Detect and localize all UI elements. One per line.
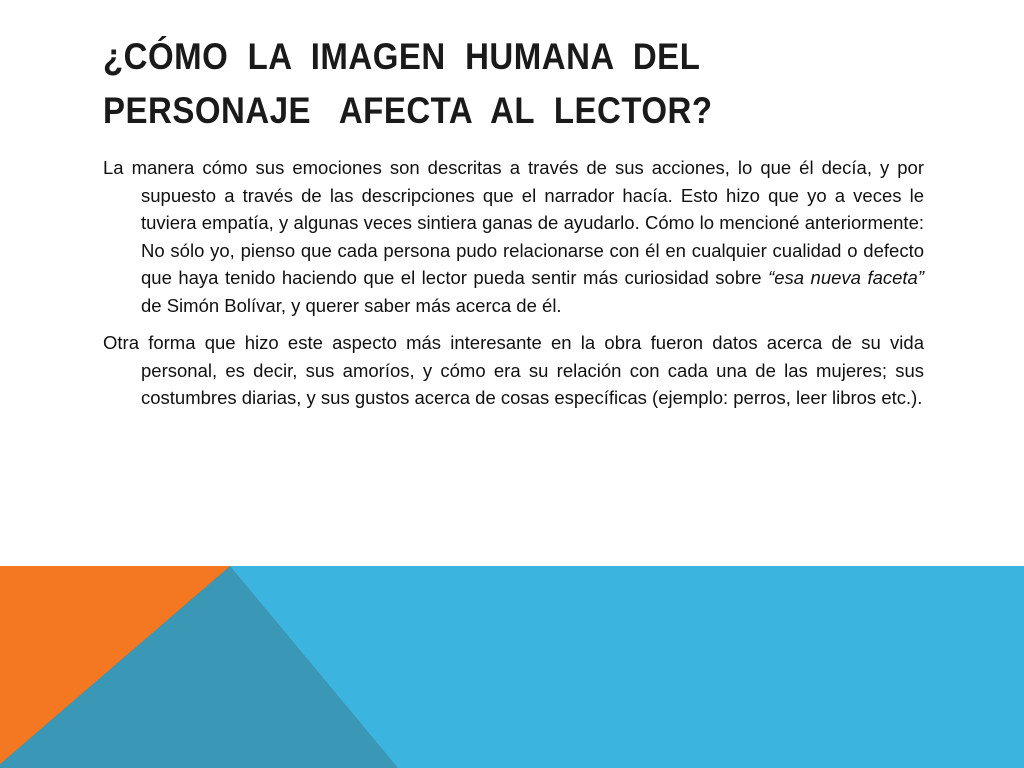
- slide-title: ¿CÓMO LA IMAGEN HUMANA DEL PERSONAJE AFECTA AL LECTOR?: [103, 35, 713, 131]
- decorative-footer-shapes: [0, 566, 1024, 768]
- paragraph-1-emphasis: “esa nueva faceta”: [768, 267, 925, 288]
- slide-body: [103, 154, 924, 422]
- paragraph-2-text: Otra forma que hizo este aspecto más interesante en la obra fueron datos acerca de su vida personal, es decir, sus amoríos, y cómo era su relación con cada una de las mujeres; sus costumbres diarias, y sus gustos acerca de cosas específicas (ejemplo: perros, leer libros etc.).: [103, 332, 924, 408]
- body-paragraph-2: [103, 329, 924, 412]
- body-paragraph-1: [103, 154, 924, 319]
- paragraph-1-text: La manera cómo sus emociones son descritas a través de sus acciones, lo que él decía, y por supuesto a través de las descripciones que el narrador hacía. Esto hizo que yo a veces le tuviera empatía, y algunas veces sintiera ganas de ayudarlo. Cómo lo mencioné anteriormente: No sólo yo, pienso que cada persona pudo relacionarse con él en cualquier cualidad o defecto que haya tenido haciendo que el lector pueda sentir más curiosidad sobre: [103, 157, 924, 288]
- paragraph-1-text-end: de Simón Bolívar, y querer saber más acerca de él.: [141, 294, 562, 316]
